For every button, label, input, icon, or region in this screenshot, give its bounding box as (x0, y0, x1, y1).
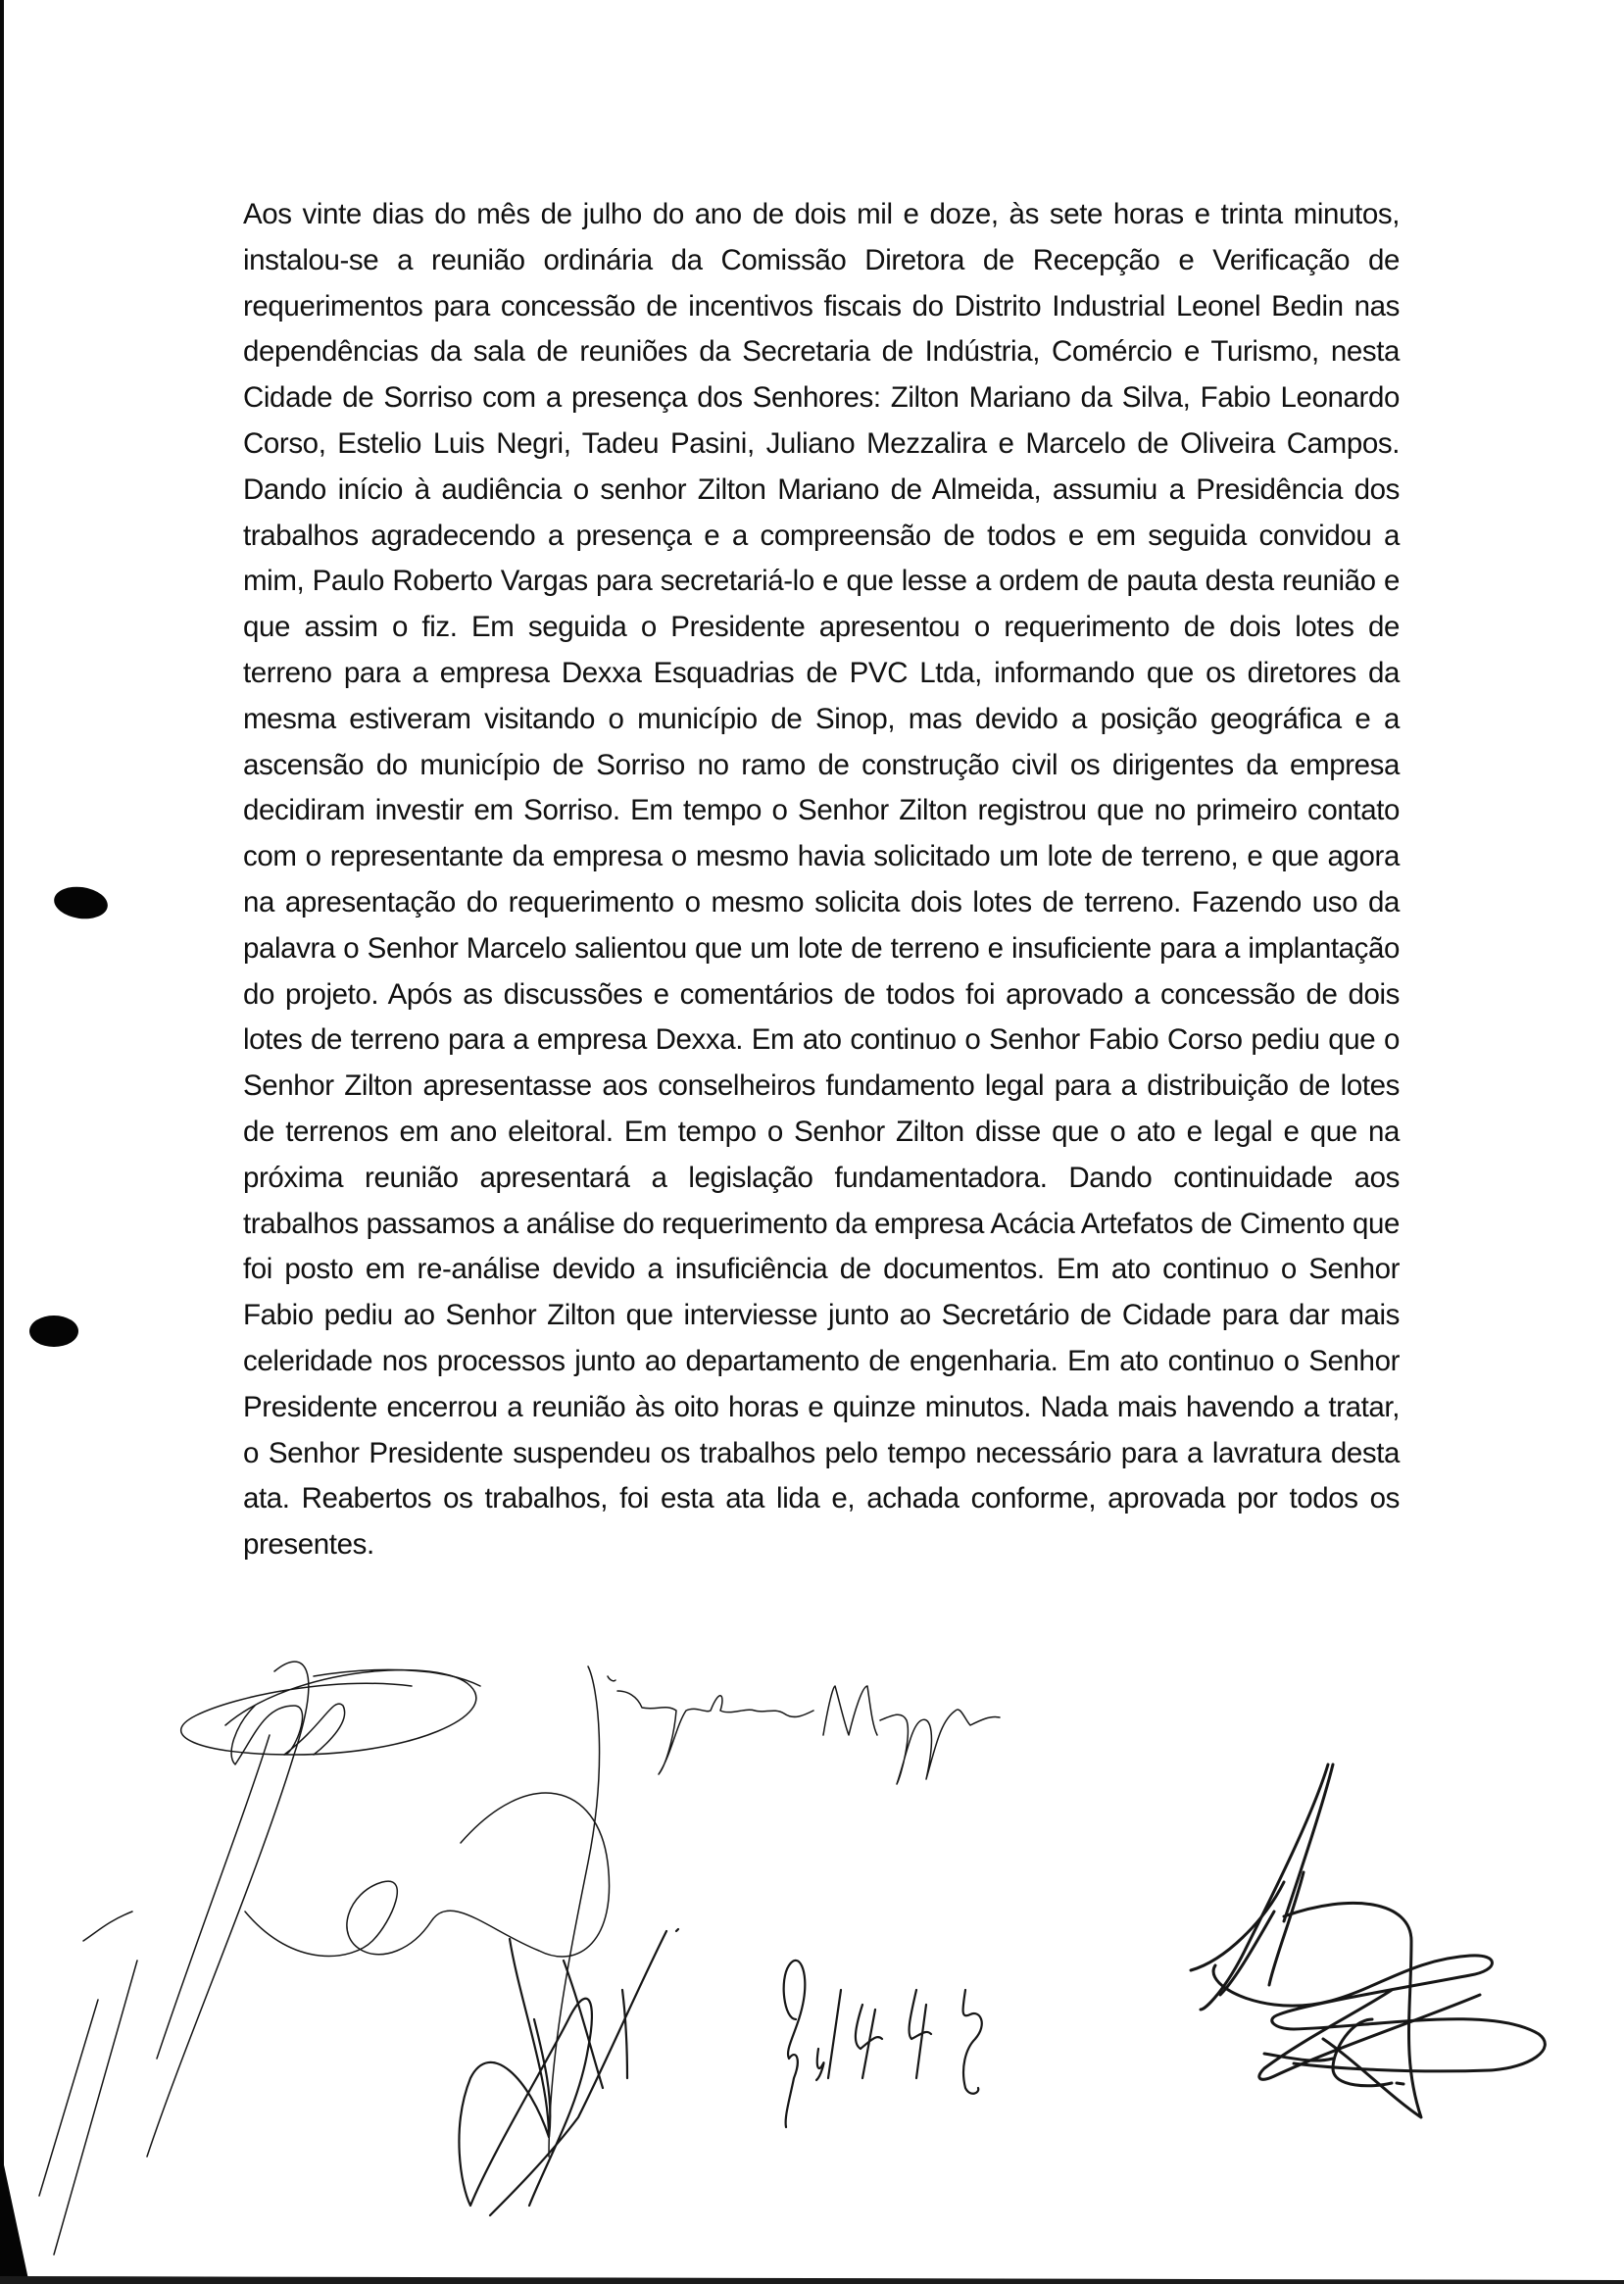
signature-4 (459, 1929, 678, 2215)
document-body-text: Aos vinte dias do mês de julho do ano de dois mil e doze, às sete horas e trinta minutos, instalou-se a reunião ordinária da Comissão Diretora de Recepção e Verificação de requerimentos para concessão de incentivos fiscais do Distrito Industrial Leonel Bedin nas dependências da sala de reuniões da Secretaria de Indústria, Comércio e Turismo, nesta Cidade de Sorriso com a presença dos Senhores: Zilton Mariano da Silva, Fabio Leonardo Corso, Estelio Luis Negri, Tadeu Pasini, Juliano Mezzalira e Marcelo de Oliveira Campos. Dando início à audiência o senhor Zilton Mariano de Almeida, assumiu a Presidência dos trabalhos agradecendo a presença e a compreensão de todos e em seguida convidou a mim, Paulo Roberto Vargas para secretariá-lo e que lesse a ordem de pauta desta reunião e que assim o fiz. Em seguida o Presidente apresentou o requerimento de dois lotes de terreno para a empresa Dexxa Esquadrias de PVC Ltda, informando que os diretores da mesma estiveram visitando o município de Sinop, mas devido a posição geográfica e a ascensão do município de Sorriso no ramo de construção civil os dirigentes da empresa decidiram investir em Sorriso. Em tempo o Senhor Zilton registrou que no primeiro contato com o representante da empresa o mesmo havia solicitado um lote de terreno, e que agora na apresentação do requerimento o mesmo solicita dois lotes de terreno. Fazendo uso da palavra o Senhor Marcelo salientou que um lote de terreno e insuficiente para a implantação do projeto. Após as discussões e comentários de todos foi aprovado a concessão de dois lotes de terreno para a empresa Dexxa. Em ato continuo o Senhor Fabio Corso pediu que o Senhor Zilton apresentasse aos conselheiros fundamento legal para a distribuição de lotes de terrenos em ano eleitoral. Em tempo o Senhor Zilton disse que o ato e legal e que na próxima reunião apresentará a legislação fundamentadora. Dando continuidade aos trabalhos passamos a análise do requerimento da empresa Acácia Artefatos de Cimento que foi posto em re-análise devido a insuficiência de documentos. Em ato continuo o Senhor Fabio pediu ao Senhor Zilton que interviesse junto ao Secretário de Cidade para dar mais celeridade nos processos junto ao departamento de engenharia. Em ato continuo o Senhor Presidente encerrou a reunião às oito horas e quinze minutos. Nada mais havendo a tratar, o Senhor Presidente suspendeu os trabalhos pelo tempo necessário para a lavratura desta ata. Reabertos os trabalhos, foi esta ata lida e, achada conforme, aprovada por todos os presentes. (243, 198, 1400, 1562)
signature-1 (181, 1669, 480, 1764)
signature-3 (39, 1662, 610, 2255)
signature-2 (608, 1676, 1000, 1784)
punch-hole (52, 883, 110, 921)
signature-6 (1191, 1764, 1545, 2117)
scan-left-border (0, 0, 4, 2284)
signature-5 (784, 1961, 982, 2127)
punch-hole (29, 1316, 78, 1347)
